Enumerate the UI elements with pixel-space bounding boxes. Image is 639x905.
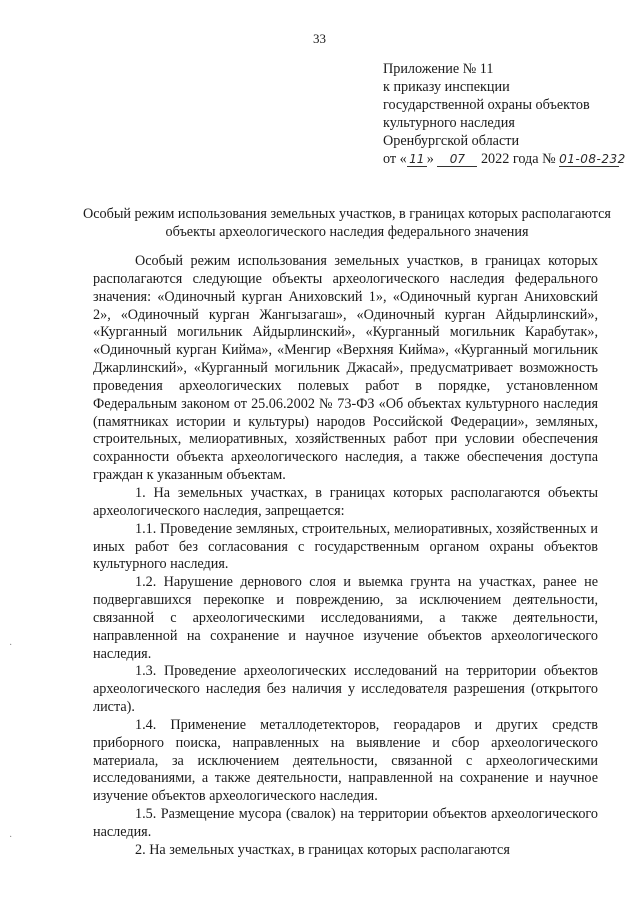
date-prefix: от « (383, 151, 407, 167)
paragraph-1-5: 1.5. Размещение мусора (свалок) на территории объектов археологического наследия. (93, 806, 598, 840)
scan-speck: · (9, 832, 13, 843)
document-body (93, 253, 598, 860)
handwritten-month: 07 (437, 153, 477, 167)
appendix-line: к приказу инспекции (383, 79, 510, 95)
appendix-title: Приложение № 11 (383, 61, 494, 77)
handwritten-day: 11 (407, 153, 427, 167)
page-number: 33 (313, 31, 326, 46)
appendix-line: государственной охраны объектов (383, 97, 590, 113)
scan-speck: · (9, 640, 13, 651)
paragraph-1-2: 1.2. Нарушение дернового слоя и выемка грунта на участках, ранее не подвергавшихся перекопке и повреждению, за исключением деятельности, связанной с археологическими исследованиями, а также деятельности, направленной на сохранение и научное изучение объектов археологического наследия. (93, 574, 598, 662)
paragraph-intro: Особый режим использования земельных участков, в границах которых располагаются следующие объекты археологического наследия федерального значения: «Одиночный курган Аниховский 1», «Одиночный курган Аниховский 2», «Одиночный курган Жангызагаш», «Одиночный курган Айдырлинский», «Курганный могильник Айдырлинский», «Курганный могильник Карабутак», «Одиночный курган Кийма», «Менгир «Верхняя Кийма», «Курганный могильник Джарлинский», «Курганный могильник Джасай», предусматривает возможность проведения археологических полевых работ в порядке, установленном Федеральным законом от 25.06.2002 № 73-ФЗ «Об объектах культурного наследия (памятниках истории и культуры) народов Российской Федерации», земляных, строительных, мелиоративных, хозяйственных работ при условии обеспечения сохранности объекта археологического наследия, а также обеспечения доступа граждан к указанным объектам. (93, 253, 598, 484)
appendix-line: культурного наследия (383, 115, 515, 131)
document-title: Особый режим использования земельных участков, в границах которых располагаются объекты археологического наследия федерального значения (83, 206, 611, 240)
paragraph-1-4: 1.4. Применение металлодетекторов, георадаров и других средств приборного поиска, направленных на выявление и сбор археологического материала, за исключением деятельности, связанной с археологическими исследованиями, а также деятельности, направленной на сохранение и научное изучение объектов археологического наследия. (93, 716, 598, 805)
paragraph-1: 1. На земельных участках, в границах которых располагаются объекты археологического наследия, запрещается: (93, 484, 598, 519)
paragraph-1-1: 1.1. Проведение земляных, строительных, мелиоративных, хозяйственных и иных работ без согласования с государственным органом охраны объектов культурного наследия. (93, 520, 598, 573)
date-mid: » (426, 151, 438, 167)
paragraph-1-3: 1.3. Проведение археологических исследований на территории объектов археологического наследия без наличия у исследователя разрешения (открытого листа). (93, 663, 598, 716)
handwritten-order-number: 01-08-232 (559, 152, 626, 166)
date-year: 2022 года № (477, 151, 560, 167)
appendix-line: Оренбургской области (383, 133, 520, 149)
appendix-header (383, 60, 633, 168)
paragraph-2: 2. На земельных участках, в границах которых располагаются (135, 841, 510, 858)
appendix-date-line (383, 150, 633, 168)
